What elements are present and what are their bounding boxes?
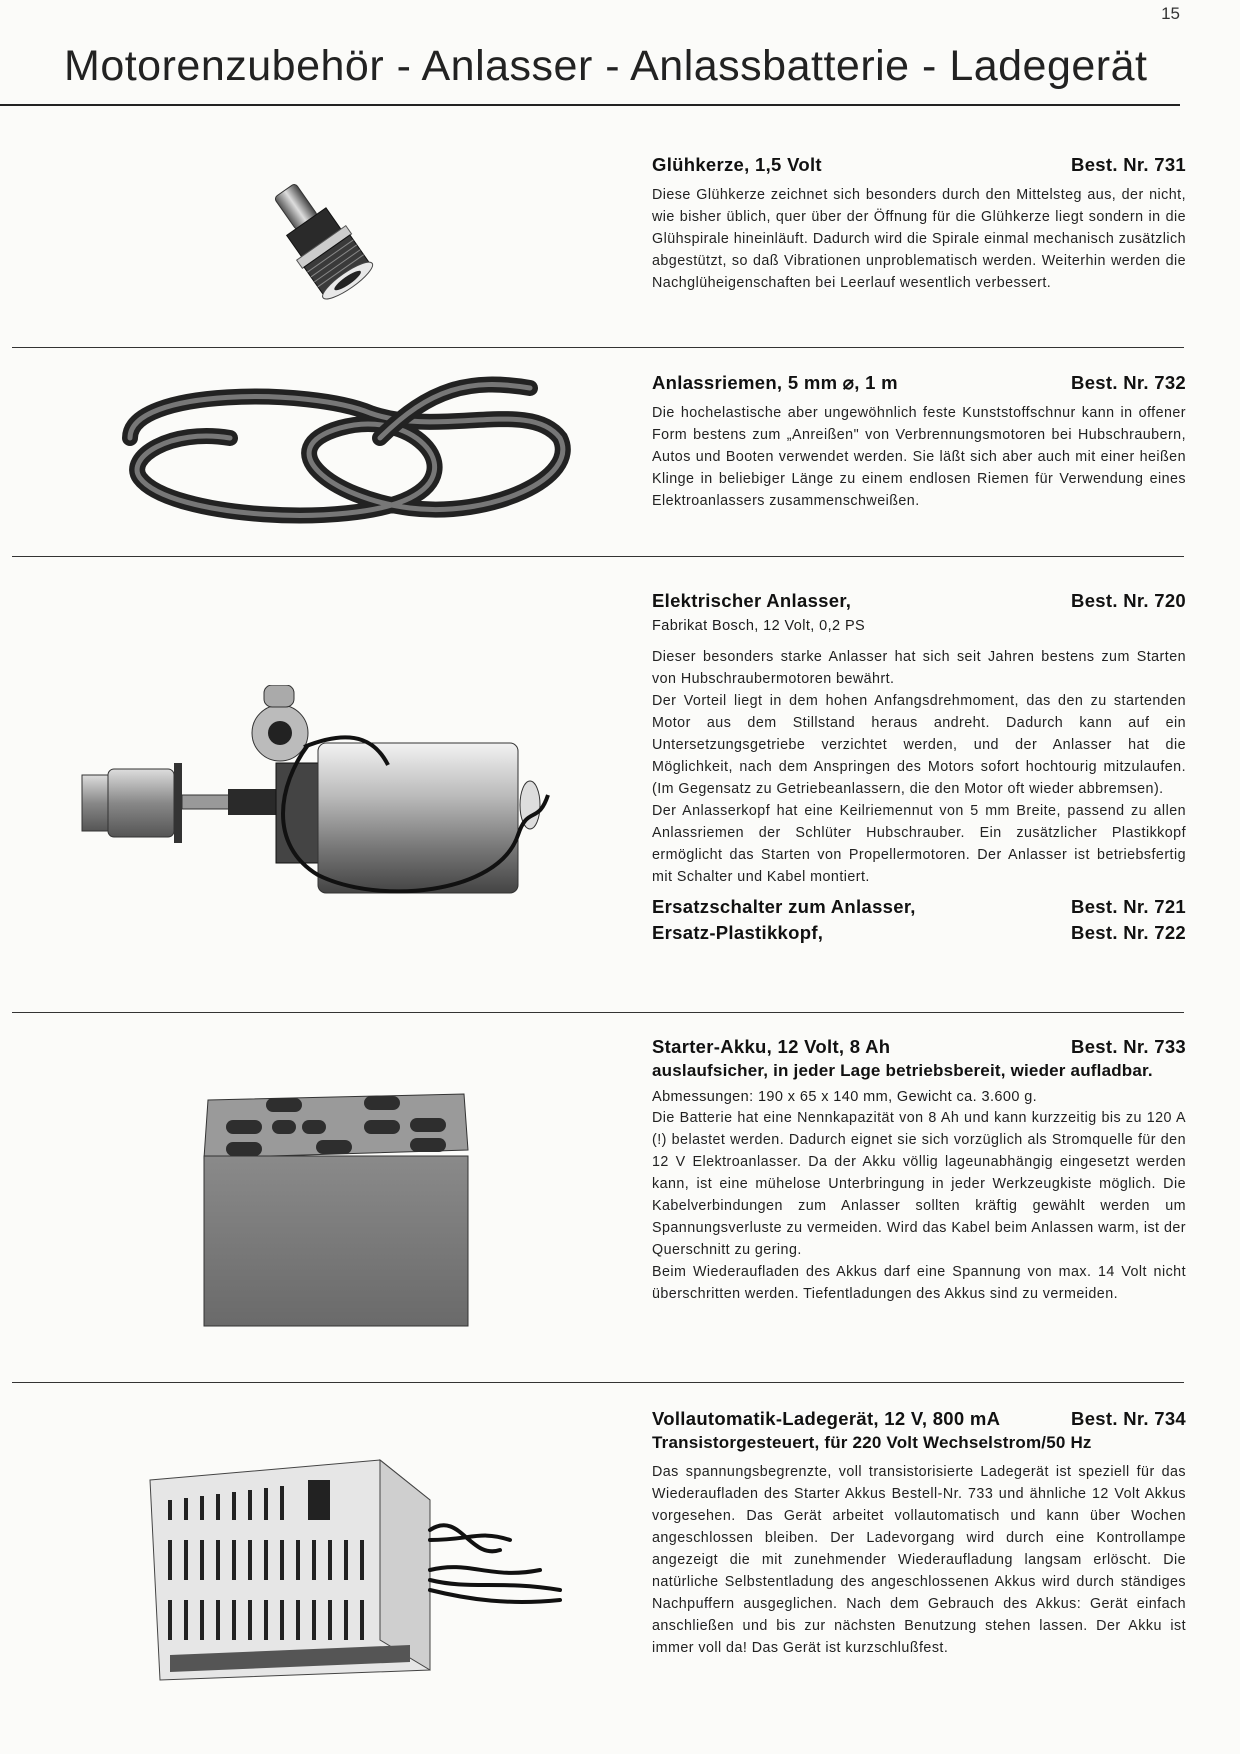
product-description: [652, 1107, 1186, 1305]
product-description: Die hochelastische aber ungewöhnlich feste Kunststoffschnur kann in offener Form bestens zum „Anreißen" von Verbrennungsmotoren bei Hubschraubern, Autos und Booten verwendet werden. Sie läßt sich aber auch mit einer heißen Klinge in beliebiger Länge zu einem endlosen Riemen für Verwendung eines Elektroanlassers zusammenschweißen.: [652, 405, 1186, 509]
starter-belt-photo: [110, 368, 590, 528]
charger-photo: [130, 1440, 570, 1690]
description-paragraph: Der Anlasserkopf hat eine Keilriemennut von 5 mm Breite, passend zu allen Anlassriemen der Schlüter Hubschrauber. Ein zusätzlicher Plastikkopf ermöglicht das Starten von Propellermotoren. Der Anlasser ist betriebsfertig mit Schalter und Kabel montiert.: [652, 803, 1186, 885]
product-specs: Abmessungen: 190 x 65 x 140 mm, Gewicht ca. 3.600 g.: [652, 1089, 1038, 1105]
product-description: [652, 646, 1186, 888]
order-number: Best. Nr. 732: [1071, 372, 1186, 393]
accessory-name: Ersatzschalter zum Anlasser,: [652, 896, 916, 917]
product-electric-starter: [652, 590, 1186, 944]
electric-starter-photo: [78, 685, 558, 915]
starter-battery-photo: [196, 1080, 476, 1330]
description-paragraph: Die Batterie hat eine Nennkapazität von 8 Ah und kann kurzzeitig bis zu 120 A (!) belastet werden. Dadurch eignet sie sich vorzüglich als Stromquelle für den 12 V Elektroanlasser. Da der Akku völlig lageunabhängig eingesetzt werden kann, ist eine mühelose Unterbringung in jeder Werkzeugkiste möglich. Die Kabelverbindungen zum Anlasser sollten kräftig gewählt werden um Spannungsverluste zu vermeiden. Wird das Kabel beim Anlassen warm, ist der Querschnitt zu gering.: [652, 1110, 1186, 1258]
accessory-row: [652, 922, 1186, 944]
section-divider: [12, 556, 1184, 557]
description-paragraph: Beim Wiederaufladen des Akkus darf eine Spannung von max. 14 Volt nicht überschritten werden. Tiefentladungen des Akkus sind zu vermeiden.: [652, 1264, 1186, 1302]
product-description: Das spannungsbegrenzte, voll transistorisierte Ladegerät ist speziell für das Wiederaufladen des Starter Akkus Bestell-Nr. 733 und ähnliche 12 Volt Akkus vorgesehen. Das Gerät arbeitet vollautomatisch und kann über Wochen angeschlossen bleiben. Der Ladevorgang wird durch eine Kontrollampe angezeigt die mit zunehmender Wiederaufladung langsam erlöscht. Die natürliche Selbstentladung des angeschlossenen Akkus wird durch ständiges Nachpuffern ausgeglichen. Nach dem Gebrauch des Akkus: Gerät einfach anschließen und bis zur nächsten Benutzung stehen lassen. Der Akku ist immer voll da! Das Gerät ist kurzschlußfest.: [652, 1464, 1186, 1656]
section-divider: [12, 1382, 1184, 1383]
product-starter-belt: [652, 372, 1186, 512]
product-name: Glühkerze, 1,5 Volt: [652, 154, 822, 175]
product-name: Elektrischer Anlasser,: [652, 590, 852, 611]
product-subtitle: auslaufsicher, in jeder Lage betriebsbereit, wieder aufladbar.: [652, 1061, 1153, 1080]
section-divider: [12, 347, 1184, 348]
description-paragraph: Der Vorteil liegt in dem hohen Anfangsdrehmoment, das den zu startenden Motor aus dem Stillstand heraus andreht. Dadurch kann auf ein Untersetzungsgetriebe verzichtet werden, und der Anlasser hat die Möglichkeit, nach dem Anspringen des Motors sofort hochtourig mitzulaufen. (Im Gegensatz zu Getriebeanlassern, die den Motor oft wieder abbremsen).: [652, 693, 1186, 797]
product-specs: Fabrikat Bosch, 12 Volt, 0,2 PS: [652, 618, 866, 634]
section-divider: [12, 1012, 1184, 1013]
product-subtitle: Transistorgesteuert, für 220 Volt Wechselstrom/50 Hz: [652, 1433, 1092, 1452]
accessory-row: [652, 896, 1186, 918]
product-charger: [652, 1408, 1186, 1659]
description-paragraph: Dieser besonders starke Anlasser hat sich seit Jahren bestens zum Starten von Hubschraubermotoren bewährt.: [652, 649, 1186, 687]
glow-plug-photo: [240, 180, 410, 320]
title-rule: [0, 104, 1180, 106]
order-number: Best. Nr. 734: [1071, 1408, 1186, 1429]
page-title: Motorenzubehör - Anlasser - Anlassbatterie - Ladegerät: [64, 42, 1148, 90]
order-number: Best. Nr. 733: [1071, 1036, 1186, 1057]
product-name: Starter-Akku, 12 Volt, 8 Ah: [652, 1036, 891, 1057]
order-number: Best. Nr. 721: [1071, 896, 1186, 917]
product-glow-plug: [652, 154, 1186, 294]
order-number: Best. Nr. 722: [1071, 922, 1186, 943]
product-description: Diese Glühkerze zeichnet sich besonders durch den Mittelsteg aus, der nicht, wie bisher üblich, quer über der Öffnung für die Glühkerze liegt sondern in die Glühspirale hineinläuft. Dadurch wird die Spirale einmal mechanisch zusätzlich abgestützt, so daß Vibrationen unproblematisch werden. Weiterhin werden die Nachglüheigenschaften bei Leerlauf wesentlich verbessert.: [652, 187, 1186, 291]
product-name: Anlassriemen, 5 mm ⌀, 1 m: [652, 372, 898, 393]
order-number: Best. Nr. 720: [1071, 590, 1186, 611]
order-number: Best. Nr. 731: [1071, 154, 1186, 175]
accessory-name: Ersatz-Plastikkopf,: [652, 922, 824, 943]
product-name: Vollautomatik-Ladegerät, 12 V, 800 mA: [652, 1408, 1001, 1429]
page-number: 15: [1161, 4, 1180, 23]
product-starter-battery: [652, 1036, 1186, 1305]
